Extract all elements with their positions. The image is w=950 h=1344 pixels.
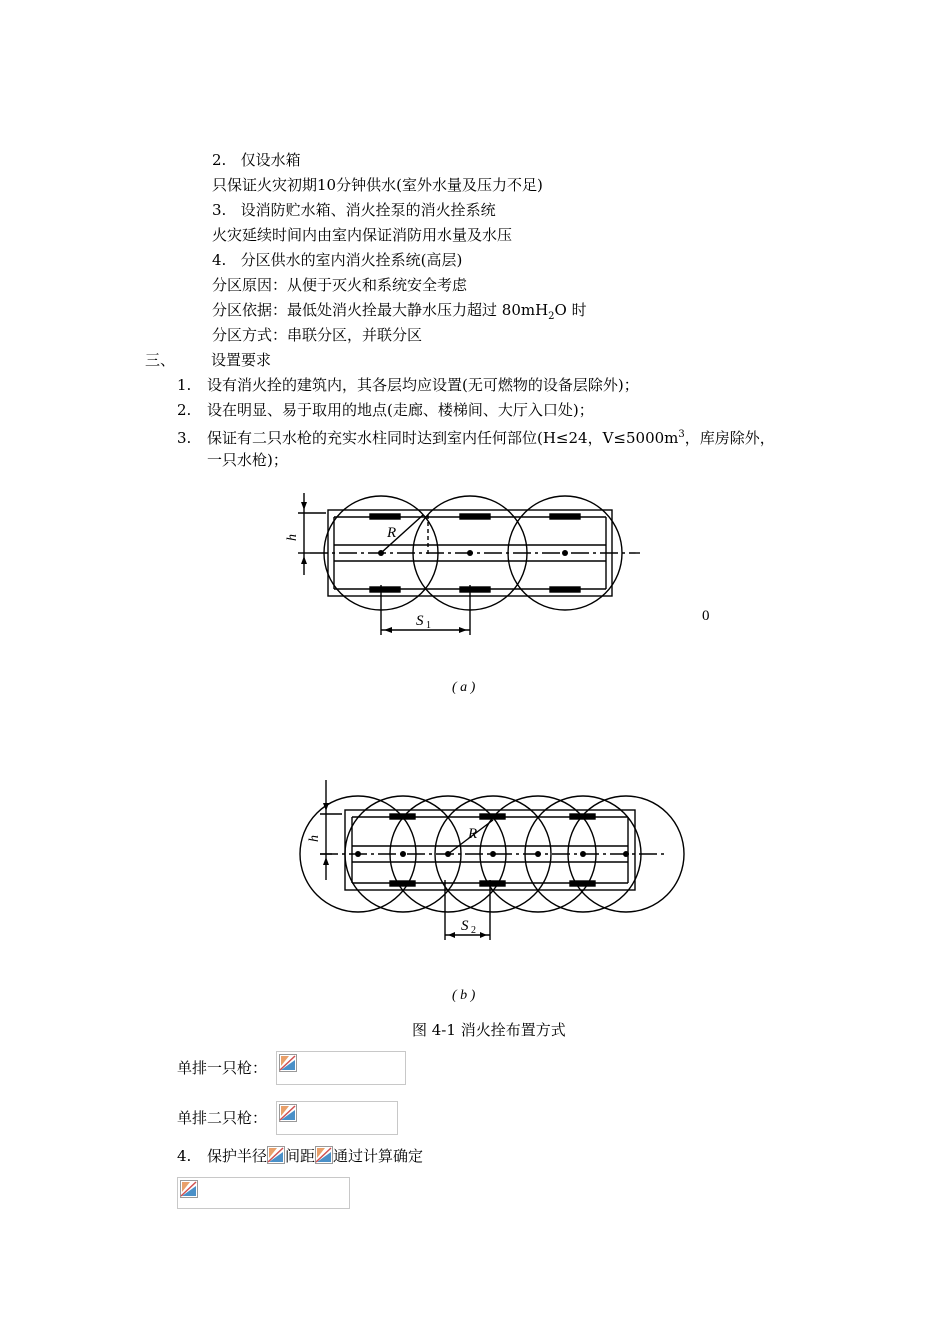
requirement-2: 2. 设在明显、易于取用的地点(走廊、楼梯间、大厅入口处)； (177, 401, 594, 419)
requirement-1: 1. 设有消火拴的建筑内，其各层均应设置(无可燃物的设备层除外)； (177, 376, 639, 394)
figure-a-label-r: R (387, 525, 397, 541)
section-4-reason: 分区原因：从便于灭火和系统安全考虑 (212, 276, 468, 294)
figure-b-caption: ( b ) (452, 988, 476, 1003)
figure-b-label-h: h (307, 835, 322, 842)
requirements-heading: 三、 设置要求 (145, 351, 272, 369)
hydrant-point (400, 851, 406, 857)
formula-single-one-label: 单排一只枪： (177, 1059, 268, 1077)
hydrant-point (467, 550, 473, 556)
hydrant-point (580, 851, 586, 857)
figure-b-label-r: R (468, 826, 478, 842)
formula-image-placeholder (276, 1101, 398, 1135)
section-3-desc: 火灾延续时间内由室内保证消防用水量及水压 (212, 226, 513, 244)
formula-image-placeholder (276, 1051, 406, 1085)
formula-image-placeholder (177, 1177, 350, 1209)
hydrant-point (562, 550, 568, 556)
formula-single-two-label: 单排二只枪： (177, 1109, 268, 1127)
figure-b-label-s-sub: 2 (471, 925, 476, 936)
hydrant-point (355, 851, 361, 857)
figure-a-stray-mark: 0 (702, 608, 710, 624)
figure-a-label-s-sub: 1 (426, 620, 431, 631)
broken-image-icon (267, 1146, 285, 1164)
figure-a-diagram (280, 485, 720, 645)
broken-image-icon (180, 1180, 198, 1198)
section-4-method: 分区方式：串联分区，并联分区 (212, 326, 423, 344)
hydrant-point (490, 851, 496, 857)
section-4-basis: 分区依据：最低处消火拴最大静水压力超过 $80mH_2O$ 时 (212, 301, 587, 322)
hydrant-point (535, 851, 541, 857)
figure-a-label-h: h (285, 534, 300, 541)
broken-image-icon (315, 1146, 333, 1164)
formula-item-4: 4. 保护半径 间距 通过计算确定 (177, 1147, 424, 1165)
requirement-3: 3. 保证有二只水枪的充实水柱同时达到室内任何部位(H≤24，$V\le 5000m^3$，库房除外， (177, 429, 775, 447)
hydrant-point (445, 851, 451, 857)
figure-b-label-s: S (461, 918, 469, 934)
figure-a-caption: ( a ) (452, 680, 476, 695)
section-3-heading: 3. 设消防贮水箱、消火拴泵的消火拴系统 (212, 201, 496, 219)
broken-image-icon (279, 1054, 297, 1072)
figure-title: 图 4-1 消火拴布置方式 (412, 1021, 566, 1039)
hydrant-point (378, 550, 384, 556)
section-2-heading: 2. 仅设水箱 (212, 151, 301, 169)
figure-a-label-s: S (416, 613, 424, 629)
section-2-desc: 只保证火灾初期10分钟供水(室外水量及压力不足) (212, 176, 543, 194)
requirement-3-cont: 一只水枪)； (207, 451, 288, 469)
section-4-heading: 4. 分区供水的室内消火拴系统(高层) (212, 251, 463, 269)
figure-b-diagram (290, 770, 700, 950)
hydrant-point (623, 851, 629, 857)
broken-image-icon (279, 1104, 297, 1122)
